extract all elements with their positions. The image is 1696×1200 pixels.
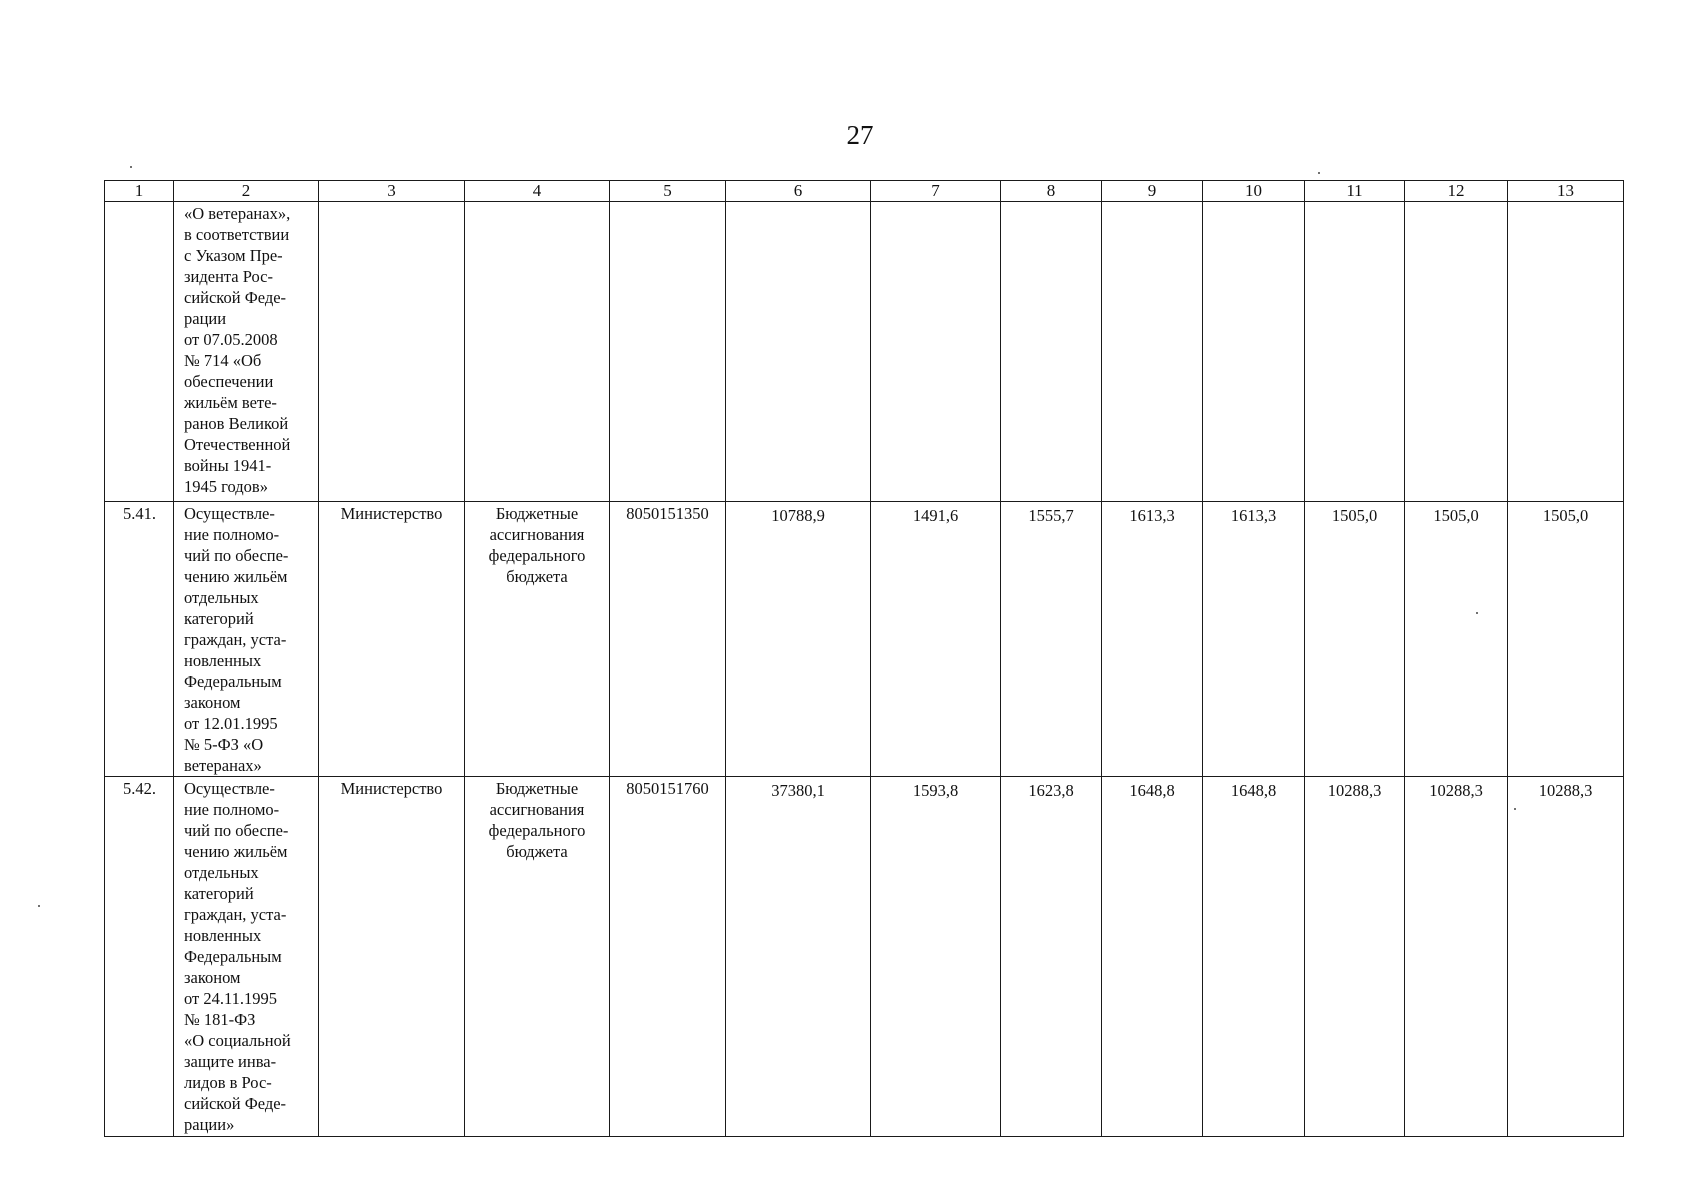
- amount-cell: [1102, 202, 1203, 502]
- description-line: категорий: [184, 609, 254, 628]
- funding-source-cell: [465, 202, 610, 502]
- description-line: войны 1941-: [184, 456, 272, 475]
- description-line: чению жильём: [184, 842, 288, 861]
- page-number: 27: [846, 120, 874, 150]
- item-number-cell: 5.41.: [105, 502, 174, 777]
- description-line: граждан, уста-: [184, 630, 287, 649]
- scan-speck: [1476, 612, 1478, 614]
- responsible-org-cell: [319, 202, 465, 502]
- column-number: 6: [726, 181, 871, 202]
- column-number: 9: [1102, 181, 1203, 202]
- amount-cell: [1405, 202, 1508, 502]
- funding-source-line: бюджета: [506, 567, 568, 586]
- table-row: [105, 502, 1624, 777]
- scan-speck: [38, 905, 40, 907]
- column-number: 11: [1305, 181, 1405, 202]
- budget-code-cell: 8050151760: [610, 777, 726, 1137]
- description-line: 1945 годов»: [184, 477, 268, 496]
- description-line: сийской Феде-: [184, 288, 287, 307]
- description-line: Федеральным: [184, 672, 282, 691]
- funding-source-line: Бюджетные: [495, 504, 579, 523]
- description-line: рации: [184, 309, 227, 328]
- column-number: 3: [319, 181, 465, 202]
- description-line: лидов в Рос-: [184, 1073, 272, 1092]
- description-line: «О ветеранах»,: [184, 204, 291, 223]
- amount-cell: [1203, 202, 1305, 502]
- amount-cell: 10288,3: [1305, 777, 1405, 1137]
- description-line: Отечественной: [184, 435, 291, 454]
- description-line: ветеранах»: [184, 756, 262, 775]
- column-number: 2: [174, 181, 319, 202]
- amount-cell: 1505,0: [1405, 502, 1508, 777]
- table-row: [105, 202, 1624, 502]
- description-line: чий по обеспе-: [184, 546, 289, 565]
- amount-cell: 1491,6: [871, 502, 1001, 777]
- budget-code-cell: 8050151350: [610, 502, 726, 777]
- description-line: чий по обеспе-: [184, 821, 289, 840]
- funding-source-cell: [465, 502, 610, 777]
- funding-source-line: бюджета: [506, 842, 568, 861]
- description-line: обеспечении: [184, 372, 274, 391]
- amount-cell: [1508, 202, 1624, 502]
- scan-speck: [130, 166, 132, 168]
- funding-source-line: ассигнования: [489, 525, 585, 544]
- table-row: [105, 777, 1624, 1137]
- description-line: защите инва-: [184, 1052, 277, 1071]
- description-line: Осуществле-: [184, 504, 275, 523]
- amount-cell: 1593,8: [871, 777, 1001, 1137]
- description-line: категорий: [184, 884, 254, 903]
- description-line: от 07.05.2008: [184, 330, 278, 349]
- column-number: 10: [1203, 181, 1305, 202]
- amount-cell: 10288,3: [1508, 777, 1624, 1137]
- amount-cell: 1613,3: [1203, 502, 1305, 777]
- description-line: № 714 «Об: [184, 351, 262, 370]
- column-number: 4: [465, 181, 610, 202]
- amount-cell: 10288,3: [1405, 777, 1508, 1137]
- description-line: в соответствии: [184, 225, 290, 244]
- amount-cell: [1305, 202, 1405, 502]
- scan-speck: [1514, 808, 1516, 810]
- amount-cell: 1505,0: [1508, 502, 1624, 777]
- description-line: новленных: [184, 926, 262, 945]
- description-line: № 5-ФЗ «О: [184, 735, 264, 754]
- funding-source-cell: [465, 777, 610, 1137]
- amount-cell: 1555,7: [1001, 502, 1102, 777]
- column-number: 7: [871, 181, 1001, 202]
- item-description-cell: [174, 777, 319, 1137]
- column-number: 8: [1001, 181, 1102, 202]
- scan-speck: [1318, 172, 1320, 174]
- responsible-org-cell: Министерство: [319, 502, 465, 777]
- description-line: новленных: [184, 651, 262, 670]
- amount-cell: 1648,8: [1102, 777, 1203, 1137]
- amount-cell: 1648,8: [1203, 777, 1305, 1137]
- description-line: сийской Феде-: [184, 1094, 287, 1113]
- description-line: законом: [184, 968, 241, 987]
- column-number-row: [105, 181, 1624, 202]
- description-line: ранов Великой: [184, 414, 289, 433]
- description-line: зидента Рос-: [184, 267, 274, 286]
- description-line: отдельных: [184, 588, 259, 607]
- description-line: законом: [184, 693, 241, 712]
- description-line: жильём вете-: [184, 393, 277, 412]
- funding-source-line: ассигнования: [489, 800, 585, 819]
- amount-cell: 1505,0: [1305, 502, 1405, 777]
- funding-source-line: федерального: [488, 546, 586, 565]
- amount-cell: 10788,9: [726, 502, 871, 777]
- amount-cell: 1613,3: [1102, 502, 1203, 777]
- column-number: 1: [105, 181, 174, 202]
- column-number: 5: [610, 181, 726, 202]
- column-number: 12: [1405, 181, 1508, 202]
- description-line: чению жильём: [184, 567, 288, 586]
- column-number: 13: [1508, 181, 1624, 202]
- description-line: рации»: [184, 1115, 235, 1134]
- amount-cell: 1623,8: [1001, 777, 1102, 1137]
- budget-code-cell: [610, 202, 726, 502]
- funding-source-line: федерального: [488, 821, 586, 840]
- description-line: «О социальной: [184, 1031, 291, 1050]
- description-line: с Указом Пре-: [184, 246, 283, 265]
- item-number-cell: [105, 202, 174, 502]
- description-line: Федеральным: [184, 947, 282, 966]
- description-line: ние полномо-: [184, 800, 280, 819]
- item-number-cell: 5.42.: [105, 777, 174, 1137]
- item-description-cell: [174, 502, 319, 777]
- funding-source-line: Бюджетные: [495, 779, 579, 798]
- responsible-org-cell: Министерство: [319, 777, 465, 1137]
- amount-cell: [1001, 202, 1102, 502]
- description-line: отдельных: [184, 863, 259, 882]
- description-line: граждан, уста-: [184, 905, 287, 924]
- description-line: ние полномо-: [184, 525, 280, 544]
- description-line: от 24.11.1995: [184, 989, 278, 1008]
- description-line: № 181-ФЗ: [184, 1010, 256, 1029]
- item-description-cell: [174, 202, 319, 502]
- amount-cell: [726, 202, 871, 502]
- amount-cell: [871, 202, 1001, 502]
- description-line: от 12.01.1995: [184, 714, 278, 733]
- amount-cell: 37380,1: [726, 777, 871, 1137]
- description-line: Осуществле-: [184, 779, 275, 798]
- data-table: [104, 180, 1624, 1137]
